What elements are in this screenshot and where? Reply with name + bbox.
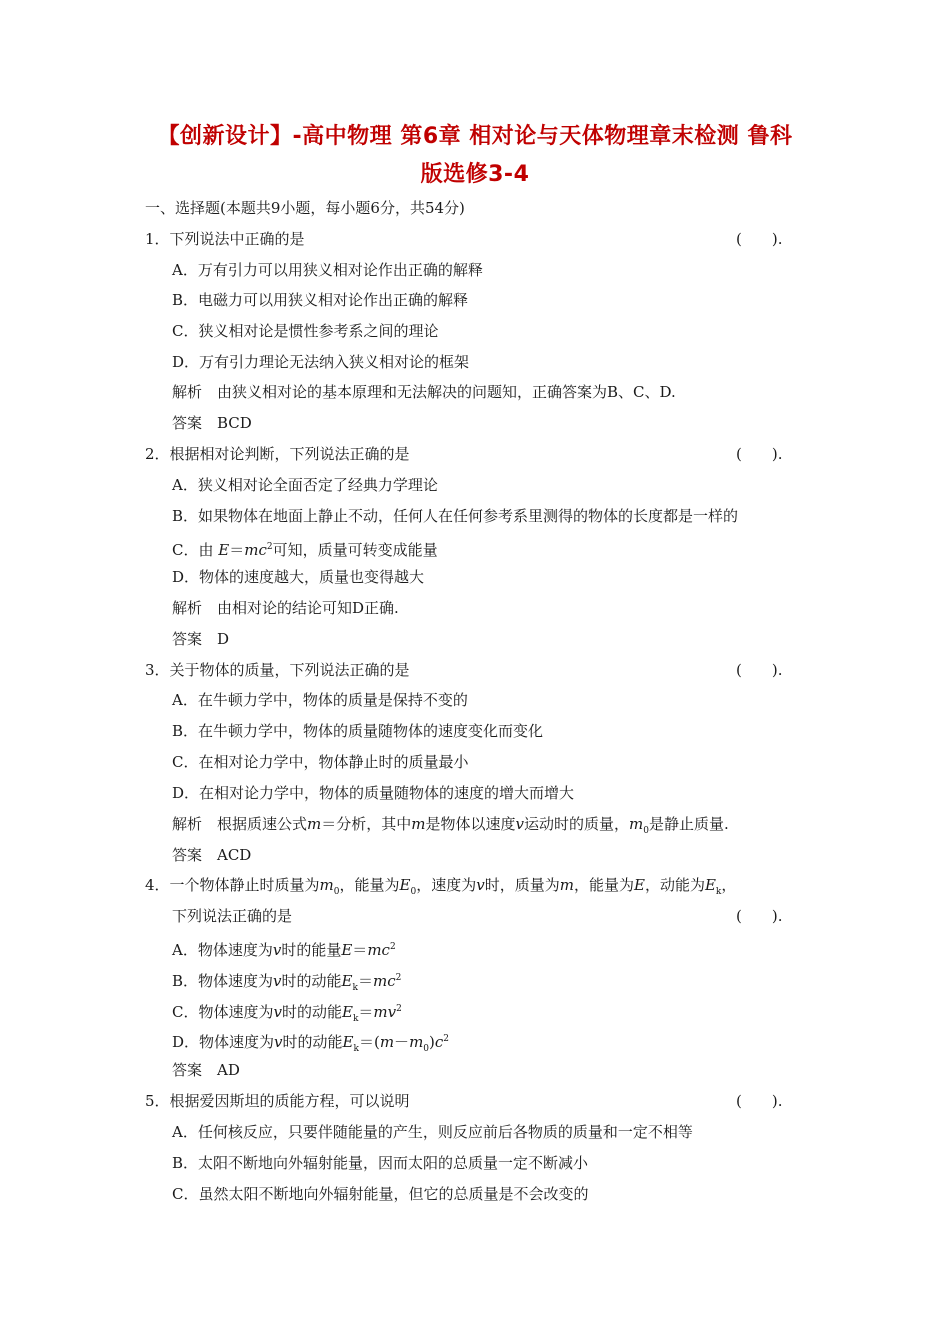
- q1-answer-paren: ( ).: [736, 230, 783, 248]
- q3-answer-paren: ( ).: [736, 661, 783, 679]
- q4-option-a: A．物体速度为v时的能量$E=mc^2$: [172, 941, 396, 959]
- q3-option-b: B．在牛顿力学中，物体的质量随物体的速度变化而变化: [172, 722, 544, 740]
- q2-stem: 2．根据相对论判断，下列说法正确的是: [145, 445, 410, 463]
- q1-stem: 1．下列说法中正确的是: [145, 230, 305, 248]
- q2-option-a: A．狭义相对论全面否定了经典力学理论: [172, 476, 438, 494]
- q4-stem-line-2: 下列说法正确的是: [172, 907, 293, 925]
- q4-stem: 4．一个物体静止时质量为$m_0$，能量为$E_0$，速度为v时，质量为m，能量为E，动能为$E_k$，: [145, 876, 737, 897]
- q2-answer: 答案 D: [172, 630, 230, 648]
- document-title: [0, 118, 950, 194]
- q1-option-b: B．电磁力可以用狭义相对论作出正确的解释: [172, 291, 469, 309]
- q4-answer: 答案 AD: [172, 1061, 240, 1079]
- q5-answer-paren: ( ).: [736, 1092, 783, 1110]
- section-heading: 一、选择题(本题共9小题，每小题6分，共54分): [145, 199, 465, 217]
- q1-option-c: C．狭义相对论是惯性参考系之间的理论: [172, 322, 439, 340]
- q5-option-b: B．太阳不断地向外辐射能量，因而太阳的总质量一定不断减小: [172, 1154, 589, 1172]
- q4-answer-paren: ( ).: [736, 907, 783, 925]
- q3-analysis: 解析 根据质速公式m＝分析，其中m是物体以速度v运动时的质量，$m_0$是静止质量.: [172, 815, 729, 836]
- title-line-1: 【创新设计】-高中物理 第6章 相对论与天体物理章末检测 鲁科: [157, 124, 793, 149]
- q1-option-a: A．万有引力可以用狭义相对论作出正确的解释: [172, 261, 483, 279]
- q2-option-d: D．物体的速度越大，质量也变得越大: [172, 568, 425, 586]
- q4-option-d: D．物体速度为v时的动能$E_k=(m-m_0)c^2$: [172, 1033, 450, 1054]
- q2-option-b: B．如果物体在地面上静止不动，任何人在任何参考系里测得的物体的长度都是一样的: [172, 507, 739, 525]
- q3-option-c: C．在相对论力学中，物体静止时的质量最小: [172, 753, 469, 771]
- q1-answer: 答案 BCD: [172, 414, 252, 432]
- title-line-2: 版选修3-4: [420, 162, 530, 187]
- q3-answer: 答案 ACD: [172, 846, 252, 864]
- q2-answer-paren: ( ).: [736, 445, 783, 463]
- q5-stem: 5．根据爱因斯坦的质能方程，可以说明: [145, 1092, 410, 1110]
- q1-option-d: D．万有引力理论无法纳入狭义相对论的框架: [172, 353, 470, 371]
- q2-analysis: 解析 由相对论的结论可知D正确.: [172, 599, 399, 617]
- q4-option-b: B．物体速度为v时的动能$E_k=mc^2$: [172, 972, 402, 993]
- q4-option-c: C．物体速度为v时的动能$E_k=mv^2$: [172, 1003, 402, 1024]
- q3-stem: 3．关于物体的质量，下列说法正确的是: [145, 661, 410, 679]
- q5-option-a: A．任何核反应，只要伴随能量的产生，则反应前后各物质的质量和一定不相等: [172, 1123, 693, 1141]
- q3-option-a: A．在牛顿力学中，物体的质量是保持不变的: [172, 691, 468, 709]
- q3-option-d: D．在相对论力学中，物体的质量随物体的速度的增大而增大: [172, 784, 575, 802]
- q5-option-c: C．虽然太阳不断地向外辐射能量，但它的总质量是不会改变的: [172, 1185, 589, 1203]
- q1-analysis: 解析 由狭义相对论的基本原理和无法解决的问题知，正确答案为B、C、D.: [172, 383, 676, 401]
- q2-option-c: C．由 $E=mc^2$可知，质量可转变成能量: [172, 541, 438, 559]
